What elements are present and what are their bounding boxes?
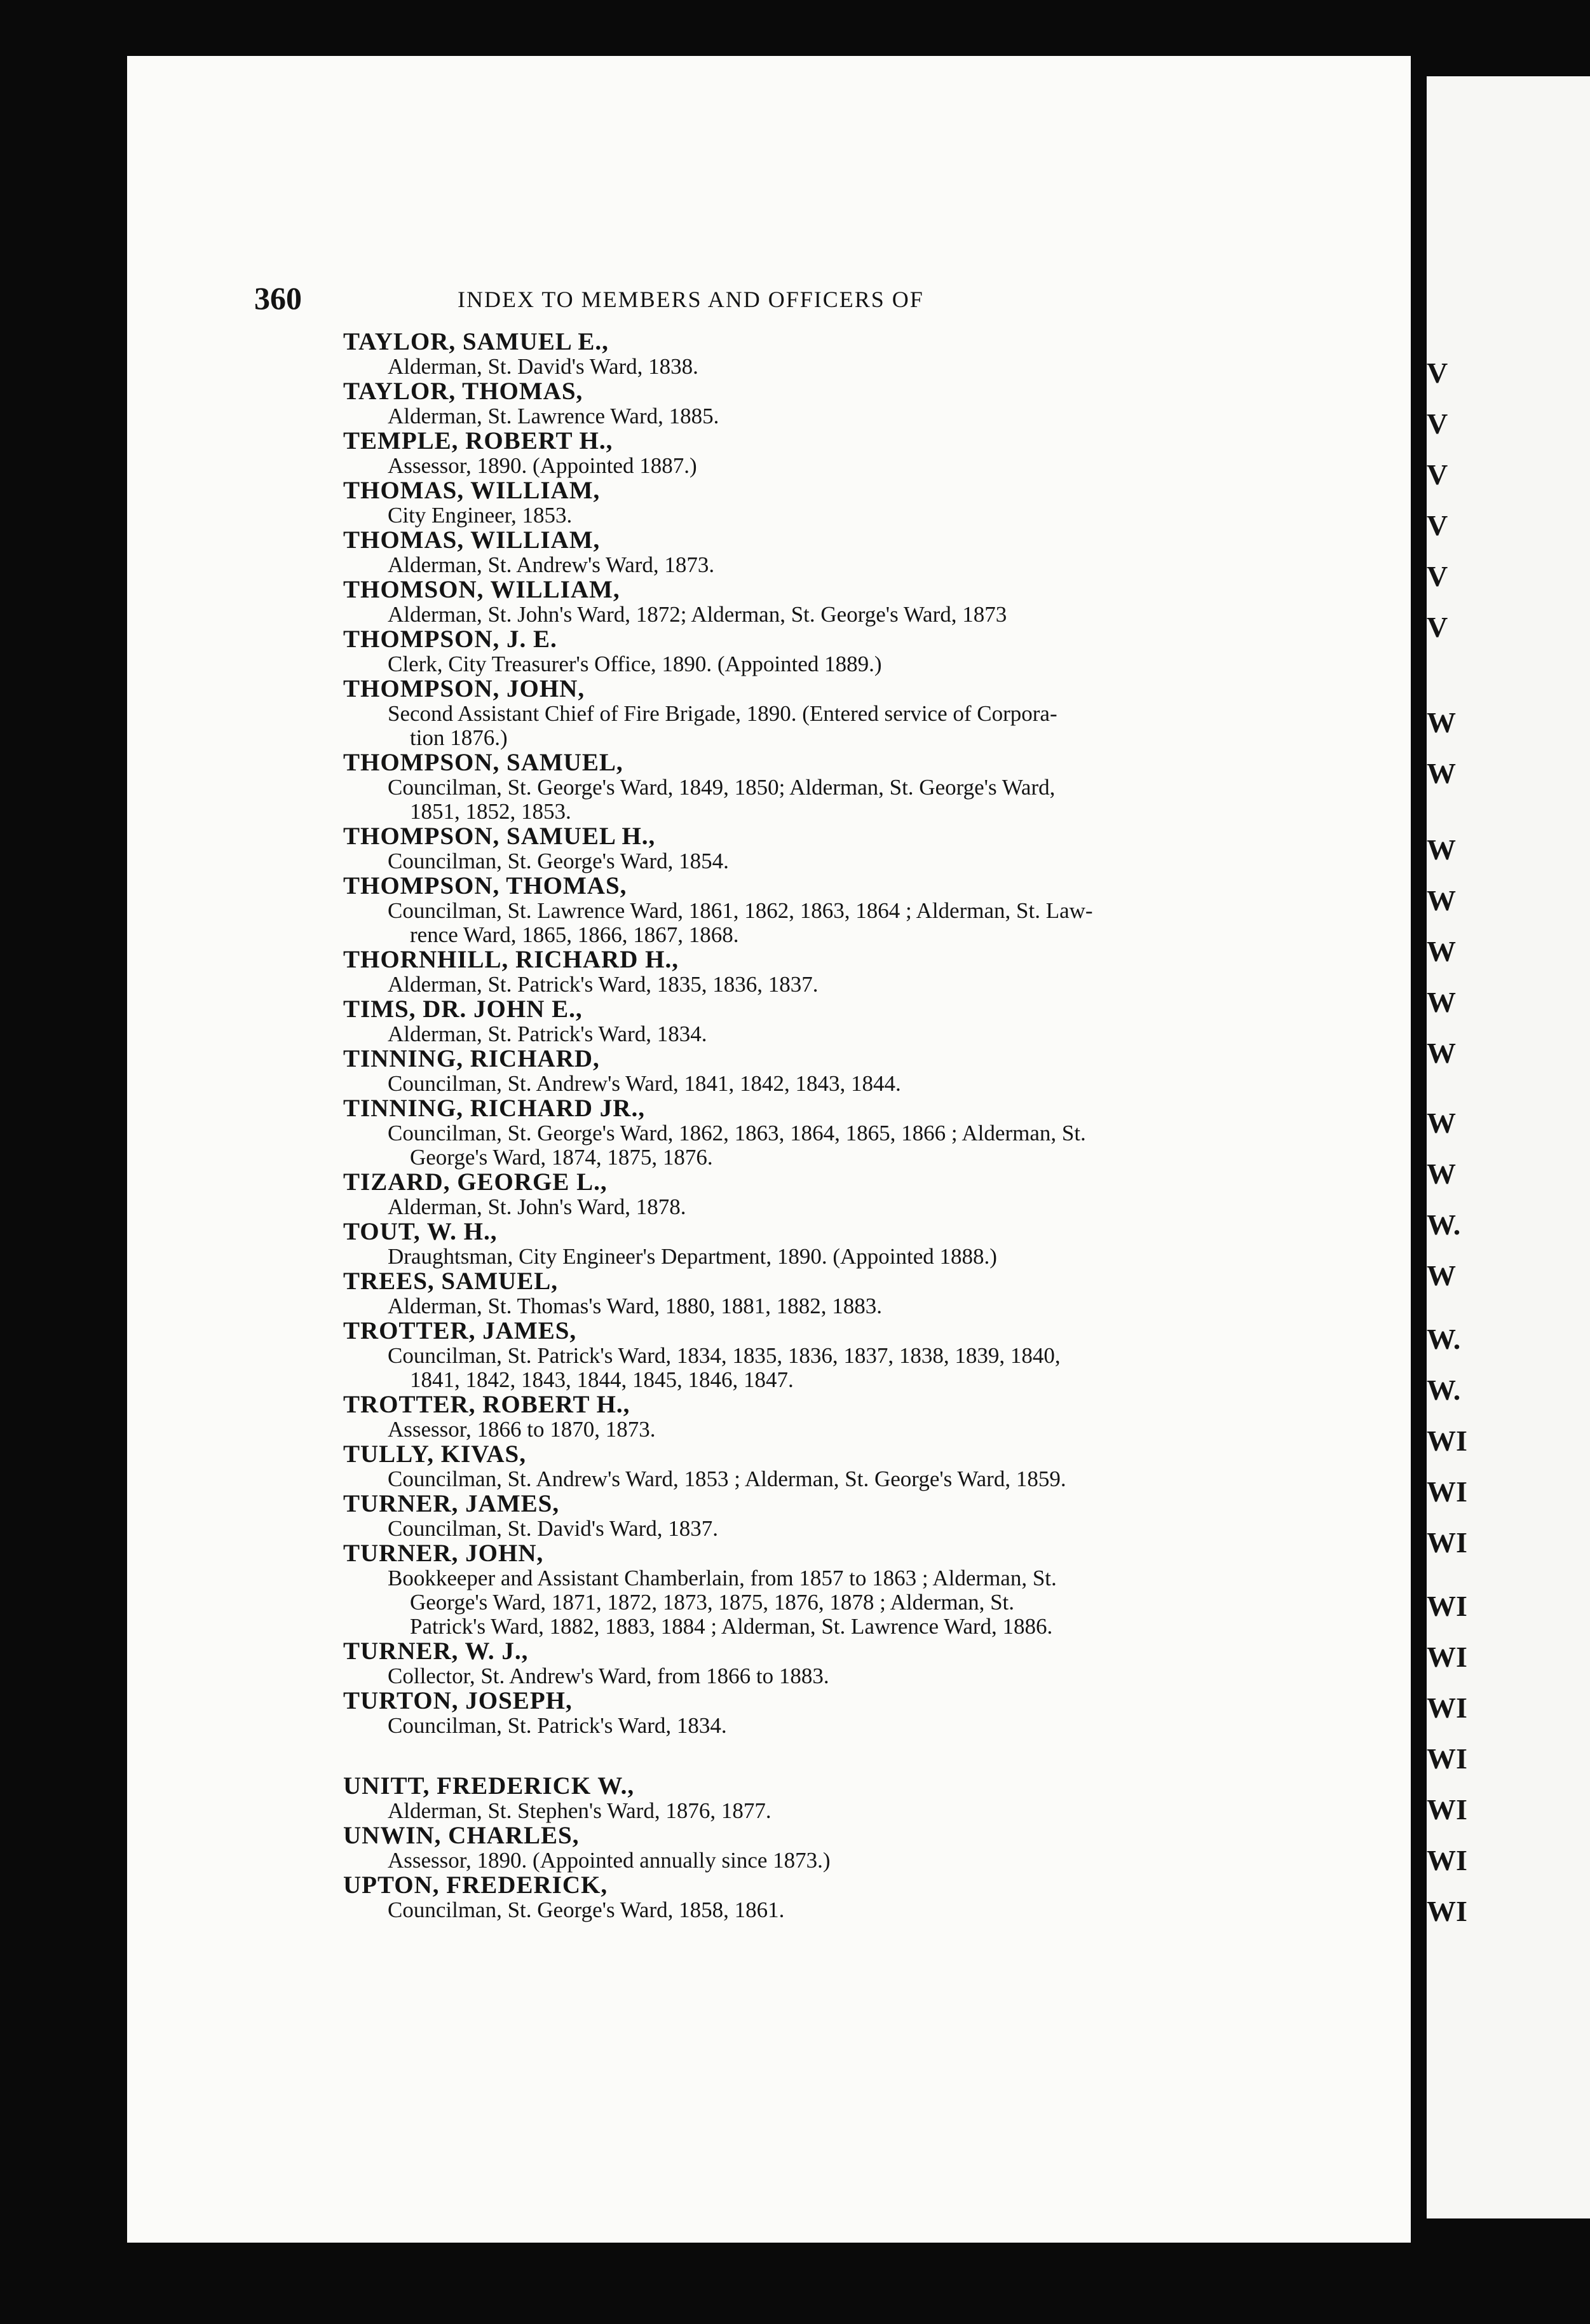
- facing-page-fragment: WI: [1427, 1425, 1467, 1457]
- facing-page-fragment: W: [1427, 1259, 1456, 1292]
- entry-detail-line: Councilman, St. George's Ward, 1849, 1850; Alderman, St. George's Ward,: [388, 775, 1056, 800]
- index-entry: [343, 750, 1296, 824]
- index-entry: [343, 1541, 1296, 1639]
- entry-detail-line: Alderman, St. Stephen's Ward, 1876, 1877.: [388, 1798, 771, 1823]
- entry-detail-line: Councilman, St. Lawrence Ward, 1861, 1862, 1863, 1864 ; Alderman, St. Law-: [388, 898, 1093, 923]
- facing-page-fragment: W: [1427, 757, 1456, 789]
- entry-name: THORNHILL, RICHARD H.,: [343, 946, 679, 973]
- index-entry: [343, 627, 1296, 676]
- entry-name: TINNING, RICHARD,: [343, 1045, 600, 1072]
- index-entry: [343, 1046, 1296, 1096]
- entry-name: UNWIN, CHARLES,: [343, 1822, 580, 1849]
- entry-detail-line: George's Ward, 1874, 1875, 1876.: [410, 1145, 713, 1170]
- entry-name: TROTTER, JAMES,: [343, 1317, 577, 1344]
- entry-name: UNITT, FREDERICK W.,: [343, 1772, 635, 1800]
- entry-detail-line: Alderman, St. John's Ward, 1878.: [388, 1194, 686, 1219]
- facing-page-fragment: W: [1427, 935, 1456, 967]
- entry-name: THOMPSON, J. E.: [343, 625, 557, 653]
- facing-page-fragment: WI: [1427, 1895, 1467, 1927]
- entry-detail-line: George's Ward, 1871, 1872, 1873, 1875, 1876, 1878 ; Alderman, St.: [410, 1590, 1015, 1615]
- entry-detail: [343, 1517, 1252, 1541]
- facing-page-fragment: W: [1427, 1158, 1456, 1190]
- entry-detail-line: Councilman, St. George's Ward, 1858, 1861.: [388, 1897, 785, 1922]
- index-entry: [343, 1491, 1296, 1541]
- entry-detail-line: Alderman, St. Patrick's Ward, 1834.: [388, 1022, 707, 1046]
- index-entry: [343, 1096, 1296, 1170]
- entry-name: TURNER, JAMES,: [343, 1490, 560, 1517]
- index-entry: [343, 1774, 1296, 1823]
- index-entry: [343, 824, 1296, 873]
- index-entry: [343, 1318, 1296, 1392]
- entry-detail: [343, 1898, 1252, 1922]
- entry-detail-line: Councilman, St. Patrick's Ward, 1834.: [388, 1713, 727, 1738]
- entry-detail-line: Alderman, St. Lawrence Ward, 1885.: [388, 404, 719, 428]
- entry-name: TINNING, RICHARD JR.,: [343, 1095, 645, 1122]
- facing-page-fragment: V: [1427, 458, 1448, 491]
- facing-page-fragment: W: [1427, 833, 1456, 866]
- entry-detail-line: City Engineer, 1853.: [388, 503, 573, 528]
- entry-detail: [343, 503, 1252, 528]
- entry-detail: [343, 1344, 1252, 1392]
- facing-page-fragment: WI: [1427, 1692, 1467, 1724]
- entry-detail-line: Collector, St. Andrew's Ward, from 1866 to 1883.: [388, 1664, 829, 1688]
- index-entry: [343, 379, 1296, 428]
- entry-detail: [343, 776, 1252, 824]
- entry-detail: [343, 1467, 1252, 1491]
- index-entry: [343, 1688, 1296, 1738]
- entry-detail: [343, 1664, 1252, 1688]
- entry-detail-line: Alderman, St. David's Ward, 1838.: [388, 354, 698, 379]
- facing-page-fragment: WI: [1427, 1793, 1467, 1826]
- entry-name: TREES, SAMUEL,: [343, 1268, 558, 1295]
- index-entry: [343, 528, 1296, 577]
- entry-detail-line: Councilman, St. Patrick's Ward, 1834, 1835, 1836, 1837, 1838, 1839, 1840,: [388, 1343, 1061, 1368]
- entry-detail-line: Councilman, St. David's Ward, 1837.: [388, 1516, 719, 1541]
- entry-detail: [343, 652, 1252, 676]
- entry-detail-line: Alderman, St. Patrick's Ward, 1835, 1836, 1837.: [388, 972, 819, 997]
- entry-detail-line: rence Ward, 1865, 1866, 1867, 1868.: [410, 922, 739, 947]
- facing-page-fragment: WI: [1427, 1844, 1467, 1876]
- facing-page-fragment: V: [1427, 407, 1448, 440]
- facing-page-fragment: WI: [1427, 1526, 1467, 1559]
- entry-name: TAYLOR, THOMAS,: [343, 378, 583, 405]
- entry-name: THOMSON, WILLIAM,: [343, 576, 620, 603]
- entry-detail: [343, 1245, 1252, 1269]
- page-header: [254, 280, 1271, 318]
- index-entry: [343, 329, 1296, 379]
- entry-detail-line: Draughtsman, City Engineer's Department, 1890. (Appointed 1888.): [388, 1244, 997, 1269]
- index-entry: [343, 997, 1296, 1046]
- entry-detail: [343, 1022, 1252, 1046]
- entry-detail: [343, 1418, 1252, 1442]
- entry-name: THOMPSON, SAMUEL H.,: [343, 823, 656, 850]
- entry-detail: [343, 1566, 1252, 1639]
- entry-detail: [343, 1294, 1252, 1318]
- entry-detail-line: Councilman, St. Andrew's Ward, 1853 ; Alderman, St. George's Ward, 1859.: [388, 1466, 1066, 1491]
- entry-detail-line: Second Assistant Chief of Fire Brigade, 1890. (Entered service of Corpora-: [388, 701, 1057, 726]
- entry-name: THOMPSON, THOMAS,: [343, 872, 627, 899]
- entry-detail: [343, 973, 1252, 997]
- index-entry: [343, 1873, 1296, 1922]
- entry-detail: [343, 849, 1252, 873]
- entry-detail-line: Bookkeeper and Assistant Chamberlain, from 1857 to 1863 ; Alderman, St.: [388, 1566, 1057, 1590]
- entry-detail: [343, 355, 1252, 379]
- facing-page-fragment: WI: [1427, 1641, 1467, 1673]
- facing-page-fragment: W: [1427, 986, 1456, 1018]
- facing-page-fragment: W: [1427, 884, 1456, 917]
- index-entry: [343, 1823, 1296, 1873]
- entry-detail-line: 1851, 1852, 1853.: [410, 799, 571, 824]
- entry-detail-line: Patrick's Ward, 1882, 1883, 1884 ; Alderman, St. Lawrence Ward, 1886.: [410, 1614, 1053, 1639]
- entry-detail: [343, 1121, 1252, 1170]
- facing-page-edge: [1427, 76, 1590, 2218]
- entry-name: TOUT, W. H.,: [343, 1218, 498, 1245]
- entry-detail: [343, 553, 1252, 577]
- index-entry: [343, 1219, 1296, 1269]
- entry-detail-line: Assessor, 1890. (Appointed 1887.): [388, 453, 697, 478]
- facing-page-fragment: WI: [1427, 1475, 1467, 1508]
- facing-page-fragment: W.: [1427, 1323, 1461, 1355]
- index-entry: [343, 1639, 1296, 1688]
- entry-detail: [343, 1072, 1252, 1096]
- entry-name: TIZARD, GEORGE L.,: [343, 1168, 608, 1196]
- index-entries: [343, 329, 1296, 1922]
- entry-detail-line: Alderman, St. Andrew's Ward, 1873.: [388, 552, 715, 577]
- facing-page-fragment: W.: [1427, 1208, 1461, 1241]
- facing-page-fragment: W: [1427, 1107, 1456, 1139]
- index-entry: [343, 478, 1296, 528]
- entry-detail-line: Councilman, St. Andrew's Ward, 1841, 1842, 1843, 1844.: [388, 1071, 901, 1096]
- index-entry: [343, 1170, 1296, 1219]
- facing-page-fragment: WI: [1427, 1742, 1467, 1775]
- entry-detail: [343, 1714, 1252, 1738]
- entry-name: TURNER, W. J.,: [343, 1637, 529, 1665]
- entry-detail: [343, 899, 1252, 947]
- entry-detail-line: Councilman, St. George's Ward, 1854.: [388, 849, 729, 873]
- entry-name: TURNER, JOHN,: [343, 1540, 544, 1567]
- entry-detail-line: Alderman, St. John's Ward, 1872; Alderman, St. George's Ward, 1873: [388, 602, 1007, 627]
- entry-detail-line: tion 1876.): [410, 725, 508, 750]
- index-entry: [343, 947, 1296, 997]
- entry-detail: [343, 603, 1252, 627]
- entry-name: THOMPSON, JOHN,: [343, 675, 585, 702]
- entry-detail: [343, 404, 1252, 428]
- facing-page-fragment: V: [1427, 509, 1448, 542]
- entry-name: TULLY, KIVAS,: [343, 1440, 526, 1468]
- entry-detail: [343, 702, 1252, 750]
- facing-page-fragment: V: [1427, 611, 1448, 643]
- entry-detail-line: Assessor, 1866 to 1870, 1873.: [388, 1417, 656, 1442]
- index-entry: [343, 1392, 1296, 1442]
- facing-page-fragment: W.: [1427, 1374, 1461, 1406]
- entry-detail-line: Alderman, St. Thomas's Ward, 1880, 1881, 1882, 1883.: [388, 1294, 882, 1318]
- entry-detail: [343, 1799, 1252, 1823]
- entry-name: THOMAS, WILLIAM,: [343, 526, 601, 554]
- index-entry: [343, 1442, 1296, 1491]
- entry-detail-line: 1841, 1842, 1843, 1844, 1845, 1846, 1847.: [410, 1367, 794, 1392]
- page-number: 360: [254, 280, 302, 316]
- index-entry: [343, 577, 1296, 627]
- index-entry: [343, 1269, 1296, 1318]
- entry-detail-line: Assessor, 1890. (Appointed annually since 1873.): [388, 1848, 831, 1873]
- facing-page-fragment: W: [1427, 706, 1456, 739]
- entry-detail-line: Councilman, St. George's Ward, 1862, 1863, 1864, 1865, 1866 ; Alderman, St.: [388, 1121, 1086, 1145]
- entry-name: TEMPLE, ROBERT H.,: [343, 427, 613, 455]
- entry-name: THOMPSON, SAMUEL,: [343, 749, 623, 776]
- entry-name: TAYLOR, SAMUEL E.,: [343, 328, 609, 355]
- running-head: INDEX TO MEMBERS AND OFFICERS OF: [458, 287, 924, 312]
- entry-name: TURTON, JOSEPH,: [343, 1687, 573, 1714]
- facing-page-fragment: V: [1427, 357, 1448, 389]
- entry-name: TIMS, DR. JOHN E.,: [343, 995, 583, 1023]
- index-entry: [343, 676, 1296, 750]
- facing-page-fragment: W: [1427, 1037, 1456, 1069]
- facing-page-fragment: V: [1427, 560, 1448, 592]
- entry-name: THOMAS, WILLIAM,: [343, 477, 601, 504]
- entry-detail: [343, 1849, 1252, 1873]
- entry-name: TROTTER, ROBERT H.,: [343, 1391, 630, 1418]
- entry-detail-line: Clerk, City Treasurer's Office, 1890. (Appointed 1889.): [388, 652, 882, 676]
- entry-detail: [343, 454, 1252, 478]
- facing-page-fragment: WI: [1427, 1590, 1467, 1622]
- entry-name: UPTON, FREDERICK,: [343, 1871, 608, 1899]
- index-entry: [343, 428, 1296, 478]
- entry-detail: [343, 1195, 1252, 1219]
- index-entry: [343, 873, 1296, 947]
